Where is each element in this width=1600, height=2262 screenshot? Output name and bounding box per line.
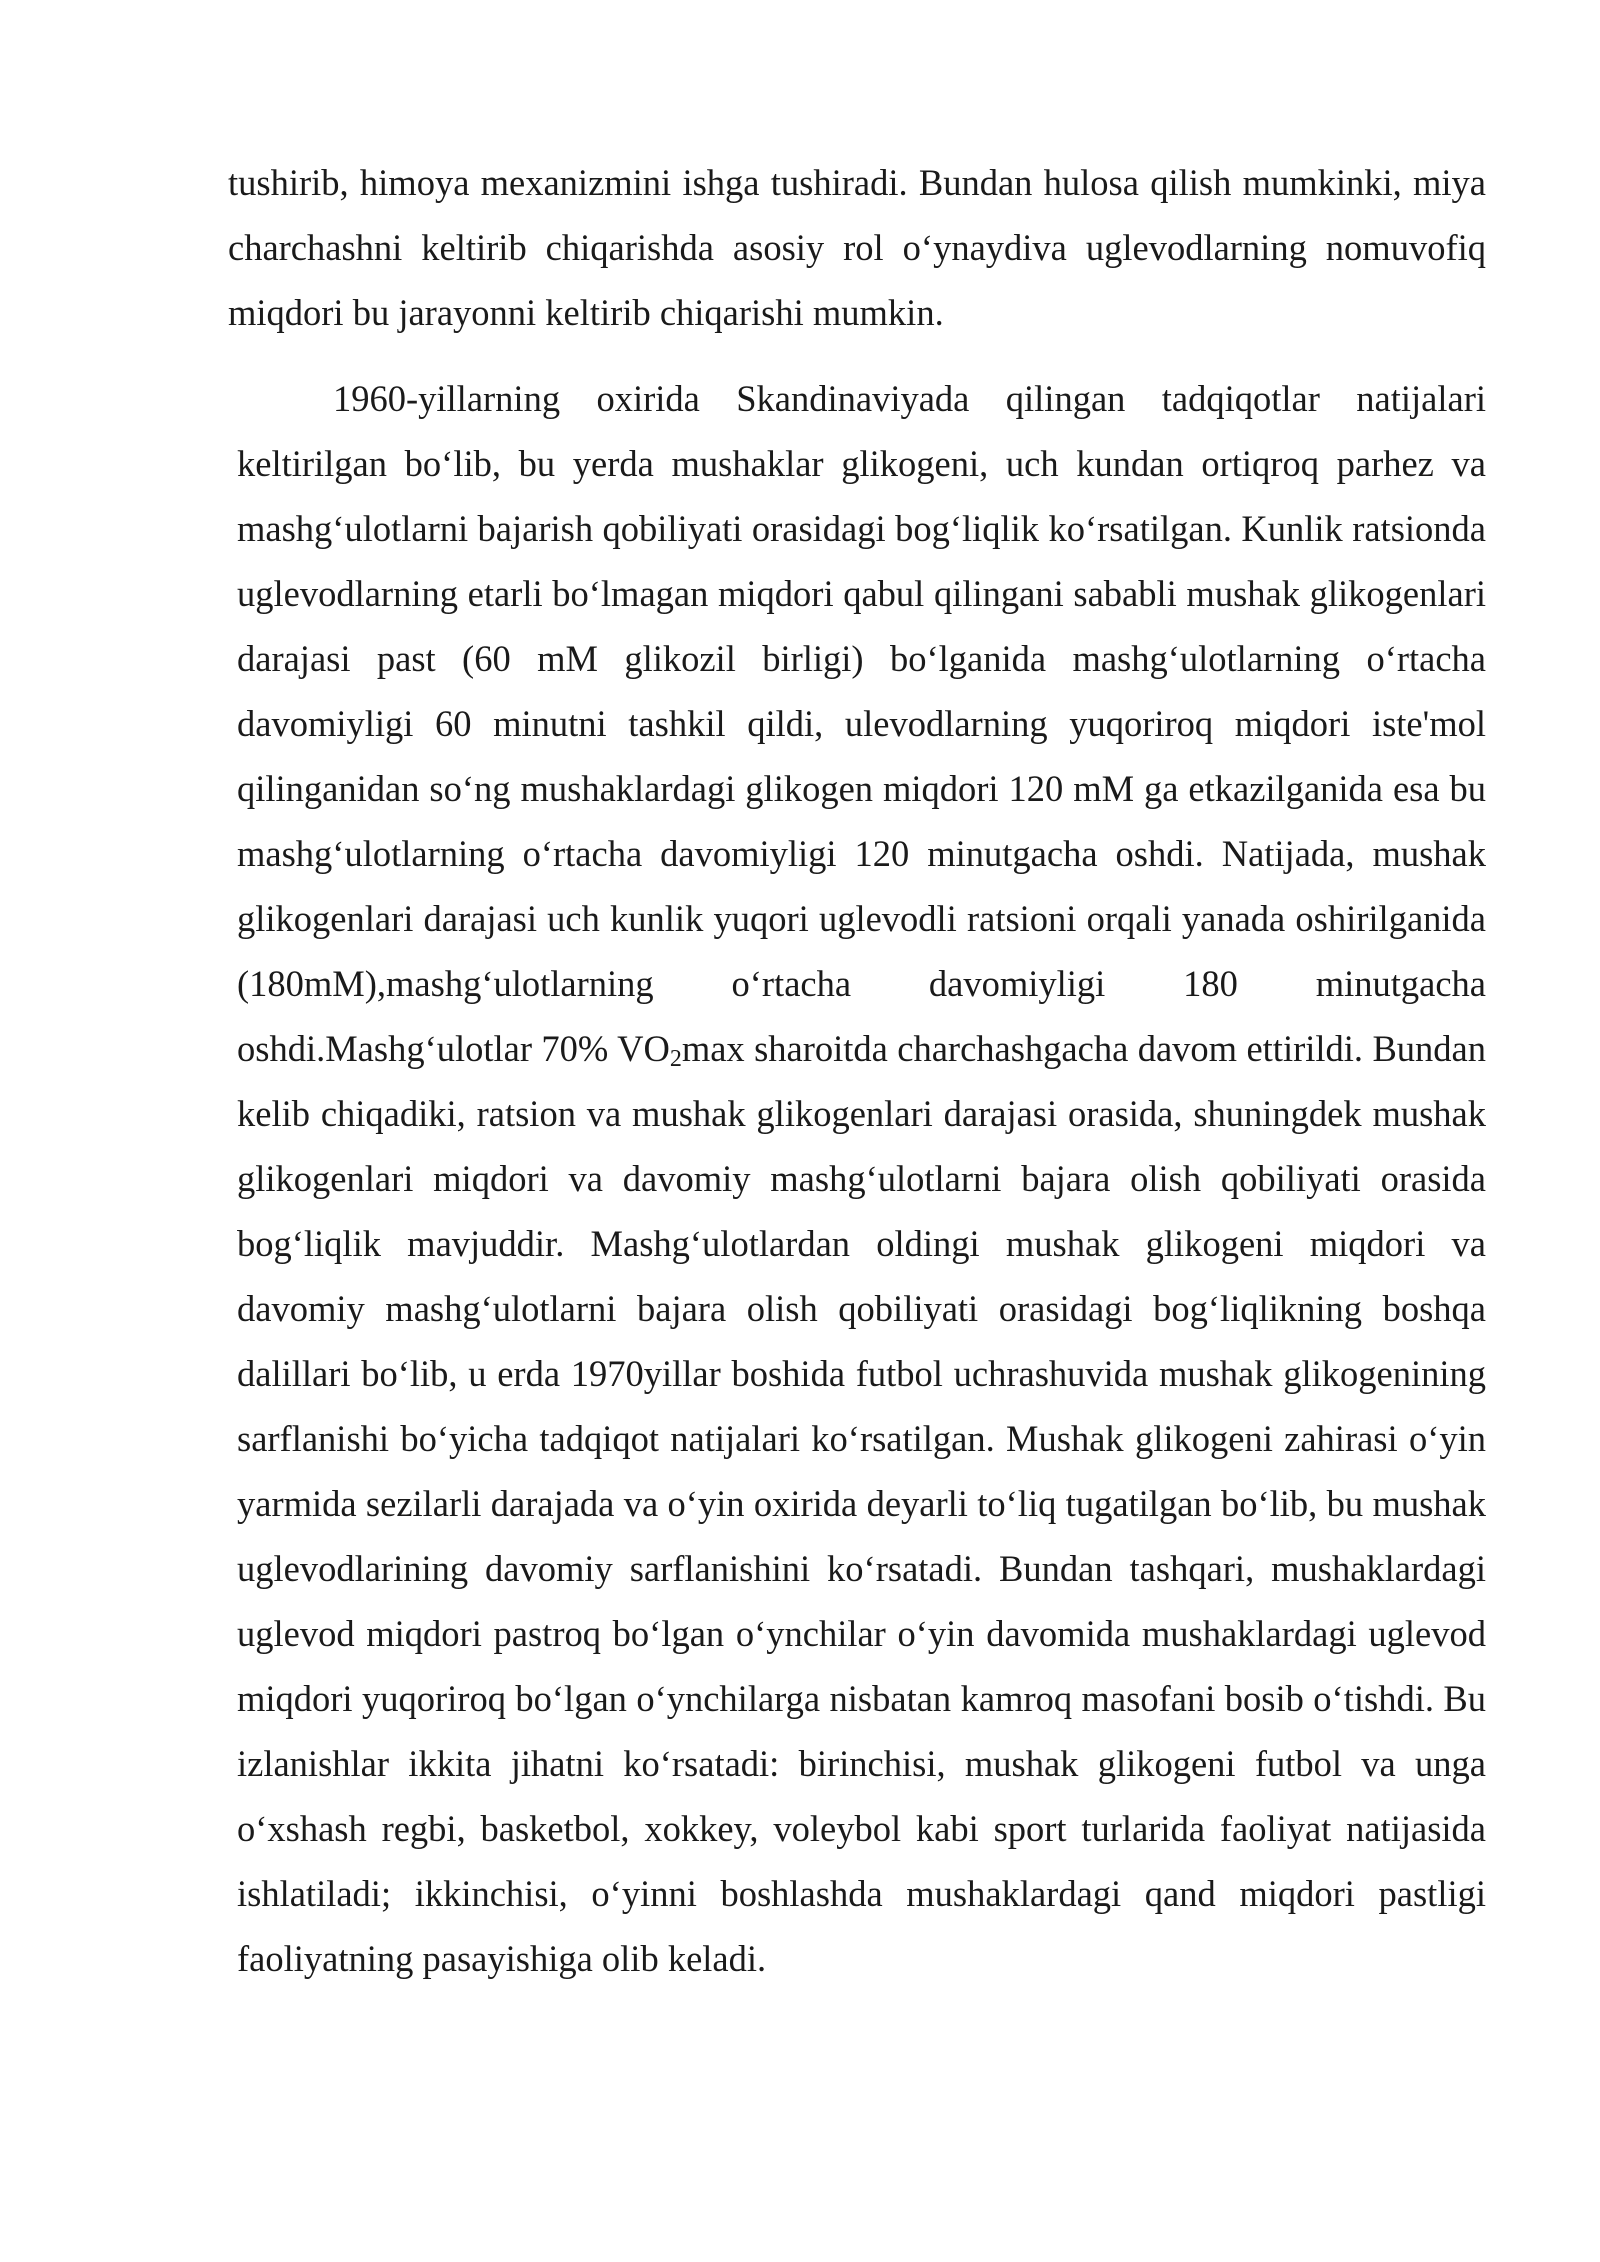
paragraph-2-text-end: max sharoitda charchashgacha davom ettirildi. Bundan kelib chiqadiki, ratsion va mushak glikogenlari darajasi orasida, shuningdek mushak glikogenlari miqdori va davomiy mashg‘ulotlarni bajara olish qobiliyati orasida bog‘liqlik mavjuddir. Mashg‘ulotlardan oldingi mushak glikogeni miqdori va davomiy mashg‘ulotlarni bajara olish qobiliyati orasidagi bog‘liqlikning boshqa dalillari bo‘lib, u erda 1970yillar boshida futbol uchrashuvida mushak glikogenining sarflanishi bo‘yicha tadqiqot natijalari ko‘rsatilgan. Mushak glikogeni zahirasi o‘yin yarmida sezilarli darajada va o‘yin oxirida deyarli to‘liq tugatilgan bo‘lib, bu mushak uglevodlarining davomiy sarflanishini ko‘rsatadi. Bundan tashqari, mushaklardagi uglevod miqdori pastroq bo‘lgan o‘ynchilar o‘yin davomida mushaklardagi uglevod miqdori yuqoriroq bo‘lgan o‘ynchilarga nisbatan kamroq masofani bosib o‘tishdi. Bu izlanishlar ikkita jihatni ko‘rsatadi: birinchisi, mushak glikogeni futbol va unga o‘xshash regbi, basketbol, xokkey, voleybol kabi sport turlarida faoliyat natijasida ishlatiladi; ikkinchisi, o‘yinni boshlashda mushaklardagi qand miqdori pastligi faoliyatning pasayishiga olib keladi. (237, 1028, 1486, 1979)
paragraph-2-text-start: 1960-yillarning oxirida Skandinaviyada qilingan tadqiqotlar natijalari keltirilgan bo‘lib, bu yerda mushaklar glikogeni, uch kundan ortiqroq parhez va mashg‘ulotlarni bajarish qobiliyati orasidagi bog‘liqlik ko‘rsatilgan. Kunlik ratsionda uglevodlarning etarli bo‘lmagan miqdori qabul qilingani sababli mushak glikogenlari darajasi past (60 mM glikozil birligi) bo‘lganida mashg‘ulotlarning o‘rtacha davomiyligi 60 minutni tashkil qildi, ulevodlarning yuqoriroq miqdori iste'mol qilinganidan so‘ng mushaklardagi glikogen miqdori 120 mM ga etkazilganida esa bu mashg‘ulotlarning o‘rtacha davomiyligi 120 minutgacha oshdi. Natijada, mushak glikogenlari darajasi uch kunlik yuqori uglevodli ratsioni orqali yanada oshirilganida (180mM),mashg‘ulotlarning o‘rtacha davomiyligi 180 minutgacha oshdi.Mashg‘ulotlar 70% VO (237, 378, 1486, 1069)
paragraph-2 (237, 366, 1486, 1991)
vo2-subscript: 2 (669, 1046, 682, 1072)
paragraph-1-text: tushirib, himoya mexanizmini ishga tushiradi. Bundan hulosa qilish mumkinki, miya charchashni keltirib chiqarishda asosiy rol o‘ynaydiva uglevodlarning nomuvofiq miqdori bu jarayonni keltirib chiqarishi mumkin. (228, 162, 1486, 333)
paragraph-1 (228, 150, 1486, 345)
